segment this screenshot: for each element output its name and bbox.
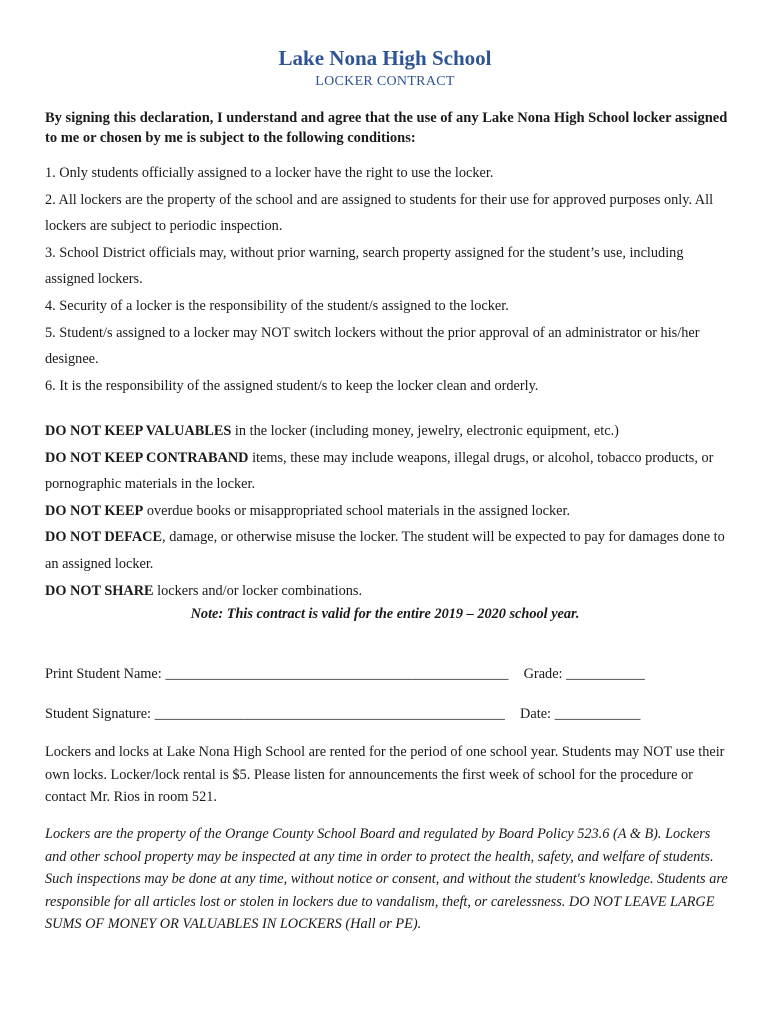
warning-text: , damage, or otherwise misuse the locker. The student will be expected to pay for damages done to an assigned locker.	[45, 529, 725, 572]
rules-list	[45, 160, 735, 399]
warning-bold: DO NOT KEEP VALUABLES	[45, 423, 232, 439]
rule-item: 3. School District officials may, without prior warning, search property assigned for the student’s use, including assigned lockers.	[45, 244, 684, 288]
rule-item: 5. Student/s assigned to a locker may NOT switch lockers without the prior approval of an administrator or his/her designee.	[45, 324, 700, 368]
signature-row	[45, 706, 735, 723]
warning-bold: DO NOT KEEP CONTRABAND	[45, 449, 249, 466]
grade-field[interactable]: ___________	[566, 666, 645, 682]
signature-field[interactable]: _________________________________________________	[154, 706, 505, 722]
warning-bold: DO NOT SHARE	[45, 582, 154, 599]
warning-text: in the locker (including money, jewelry, electronic equipment, etc.)	[231, 423, 619, 439]
warning-item	[45, 418, 735, 445]
warning-bold: DO NOT DEFACE	[45, 529, 163, 546]
rule-item: 6. It is the responsibility of the assigned student/s to keep the locker clean and orderly.	[45, 377, 539, 394]
rule-item: 2. All lockers are the property of the school and are assigned to students for their use for approved purposes only. All lockers are subject to periodic inspection.	[45, 191, 714, 235]
warning-text: lockers and/or locker combinations.	[153, 582, 363, 599]
rule-item: 4. Security of a locker is the responsibility of the student/s assigned to the locker.	[45, 297, 509, 314]
warning-item	[45, 524, 735, 577]
validity-note: Note: This contract is valid for the entire 2019 – 2020 school year.	[190, 606, 580, 622]
rule-item: 1. Only students officially assigned to a locker have the right to use the locker.	[45, 165, 494, 181]
student-name-row	[45, 666, 735, 683]
grade-label: Grade:	[523, 666, 563, 682]
date-field[interactable]: ____________	[554, 706, 641, 722]
intro-declaration: By signing this declaration, I understand and agree that the use of any Lake Nona High School locker assigned to me or chosen by me is subject to the following conditions:	[45, 110, 728, 146]
contract-subtitle: LOCKER CONTRACT	[315, 74, 455, 89]
warnings-section	[45, 418, 735, 604]
warning-item	[45, 498, 735, 525]
warning-item	[45, 578, 735, 605]
school-title: Lake Nona High School	[278, 46, 492, 70]
warning-text: items, these may include weapons, illegal drugs, or alcohol, tobacco products, or pornographic materials in the locker.	[45, 449, 714, 493]
warning-bold: DO NOT KEEP	[45, 502, 144, 519]
warning-text: overdue books or misappropriated school materials in the assigned locker.	[143, 502, 571, 519]
student-name-field[interactable]: ________________________________________________	[165, 666, 509, 682]
warning-item	[45, 445, 735, 498]
student-name-label: Print Student Name:	[45, 666, 162, 682]
board-policy: Lockers are the property of the Orange County School Board and regulated by Board Policy 523.6 (A & B). Lockers and other school property may be inspected at any time in order to protect the health, safety, and welfare of students. Such inspections may be done at any time, without notice or consent, and without the student's knowledge. Students are responsible for all articles lost or stolen in lockers due to vandalism, theft, or carelessness. DO NOT LEAVE LARGE SUMS OF MONEY OR VALUABLES IN LOCKERS (Hall or PE).	[45, 826, 728, 932]
date-label: Date:	[520, 706, 552, 722]
rental-info: Lockers and locks at Lake Nona High School are rented for the period of one school year. Students may NOT use their own locks. Locker/lock rental is $5. Please listen for announcements the first week of school for the procedure or contact Mr. Rios in room 521.	[45, 744, 725, 805]
signature-label: Student Signature:	[45, 706, 152, 722]
